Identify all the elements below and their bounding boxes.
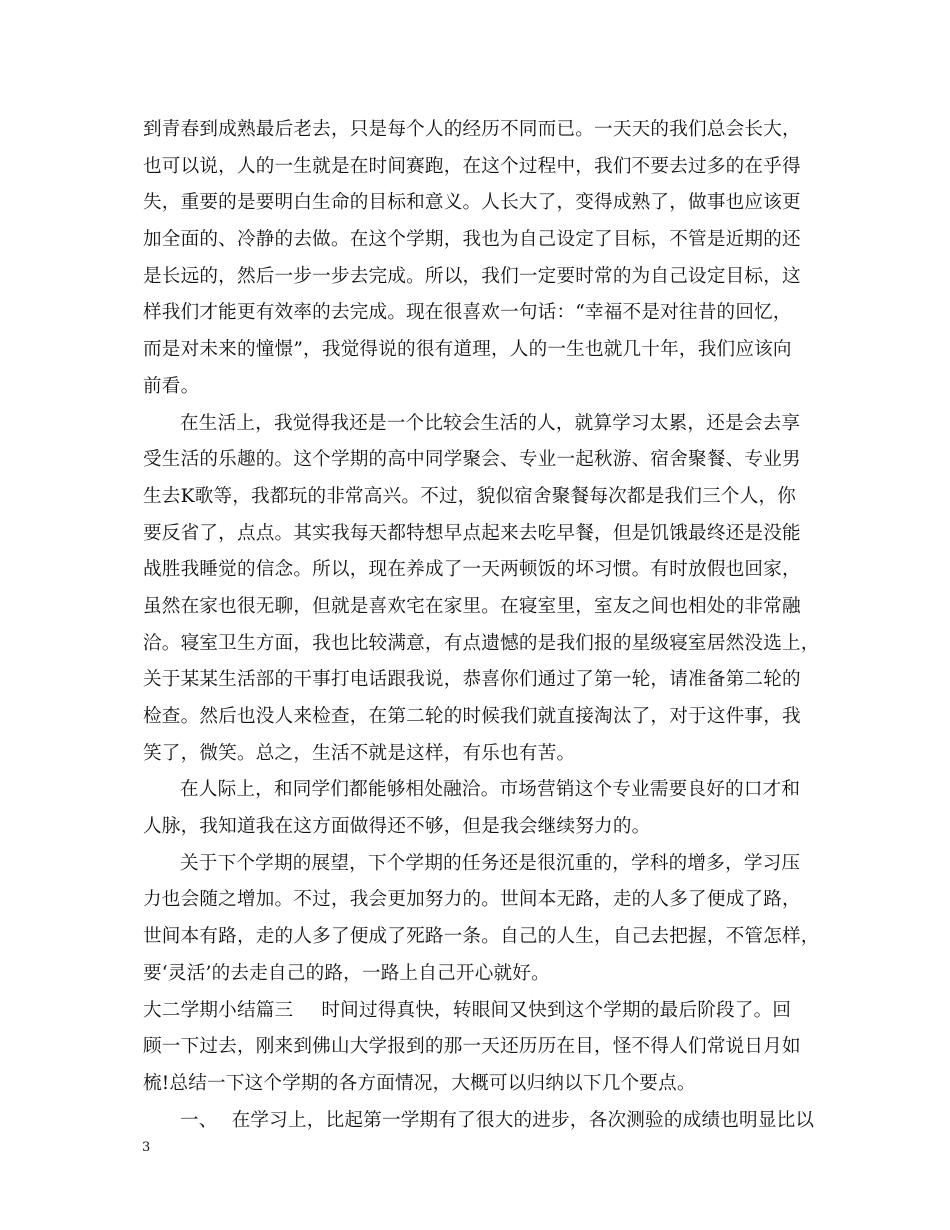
text-line: 战胜我睡觉的信念。所以，现在养成了一天两顿饭的坏习惯。有时放假也回家， <box>143 559 801 581</box>
text-line: 世间本有路，走的人多了便成了死路一条。自己的人生，自己去把握，不管怎样， <box>143 926 820 948</box>
paragraph-start-line: 在生活上，我觉得我还是一个比较会生活的人，就算学习太累，还是会去享 <box>180 412 801 434</box>
text-line: 顾一下过去，刚来到佛山大学报到的那一天还历历在目，怪不得人们常说日月如 <box>143 1036 801 1058</box>
text-line: 生去K歌等，我都玩的非常高兴。不过，貌似宿舍聚餐每次都是我们三个人，你 <box>143 485 797 507</box>
text-line: 笑了，微笑。总之，生活不就是这样，有乐也有苦。 <box>143 742 576 764</box>
paragraph-start-line: 关于下个学期的展望，下个学期的任务还是很沉重的，学科的增多，学习压 <box>180 852 801 874</box>
text-line: 虽然在家也很无聊，但就是喜欢宅在家里。在寝室里，室友之间也相处的非常融 <box>143 595 801 617</box>
text-line: 梳!总结一下这个学期的各方面情况，大概可以归纳以下几个要点。 <box>143 1072 696 1094</box>
text-line: 是长远的，然后一步一步去完成。所以，我们一定要时常的为自己设定目标，这 <box>143 265 801 287</box>
page-number: 3 <box>142 1140 151 1155</box>
body-text <box>143 112 843 1139</box>
section-heading-rest: 时间过得真快，转眼间又快到这个学期的最后阶段了。回 <box>321 999 792 1021</box>
text-line: 关于某某生活部的干事打电话跟我说，恭喜你们通过了第一轮，请准备第二轮的 <box>143 669 801 691</box>
text-line: 要‘灵活’的去走自己的路，一路上自己开心就好。 <box>143 962 550 984</box>
text-line: 洽。寝室卫生方面，我也比较满意，有点遗憾的是我们报的星级寝室居然没选上， <box>143 632 820 654</box>
list-item-line <box>143 1103 843 1140</box>
text-line: 也可以说，人的一生就是在时间赛跑，在这个过程中，我们不要去过多的在乎得 <box>143 155 801 177</box>
list-item-text: 在学习上，比起第一学期有了很大的进步，各次测验的成绩也明显比以 <box>231 1109 815 1131</box>
text-line: 而是对未来的憧憬”，我觉得说的很有道理，人的一生也就几十年，我们应该向 <box>143 339 792 361</box>
paragraph-start-line: 在人际上，和同学们都能够相处融洽。市场营销这个专业需要良好的口才和 <box>180 779 801 801</box>
text-line: 检查。然后也没人来检查，在第二轮的时候我们就直接淘汰了，对于这件事，我 <box>143 706 801 727</box>
text-line: 前看。 <box>143 375 200 397</box>
text-line: 加全面的、冷静的去做。在这个学期，我也为自己设定了目标，不管是近期的还 <box>143 229 801 251</box>
text-line: 人脉，我知道我在这方面做得还不够，但是我会继续努力的。 <box>143 816 651 838</box>
section-heading: 大二学期小结篇三 <box>143 999 294 1021</box>
text-line: 到青春到成熟最后老去，只是每个人的经历不同而已。一天天的我们总会长大， <box>143 119 801 140</box>
text-line: 失，重要的是要明白生命的目标和意义。人长大了，变得成熟了，做事也应该更 <box>143 192 801 214</box>
list-marker: 一、 <box>180 1109 218 1131</box>
text-line: 样我们才能更有效率的去完成。现在很喜欢一句话：“幸福不是对往昔的回忆， <box>143 302 792 324</box>
text-line: 受生活的乐趣的。这个学期的高中同学聚会、专业一起秋游、宿舍聚餐、专业男 <box>143 449 801 471</box>
section-heading-line <box>143 993 843 1030</box>
text-line: 要反省了，点点。其实我每天都特想早点起来去吃早餐，但是饥饿最终还是没能 <box>143 522 801 544</box>
text-line: 力也会随之增加。不过，我会更加努力的。世间本无路，走的人多了便成了路， <box>143 889 801 911</box>
